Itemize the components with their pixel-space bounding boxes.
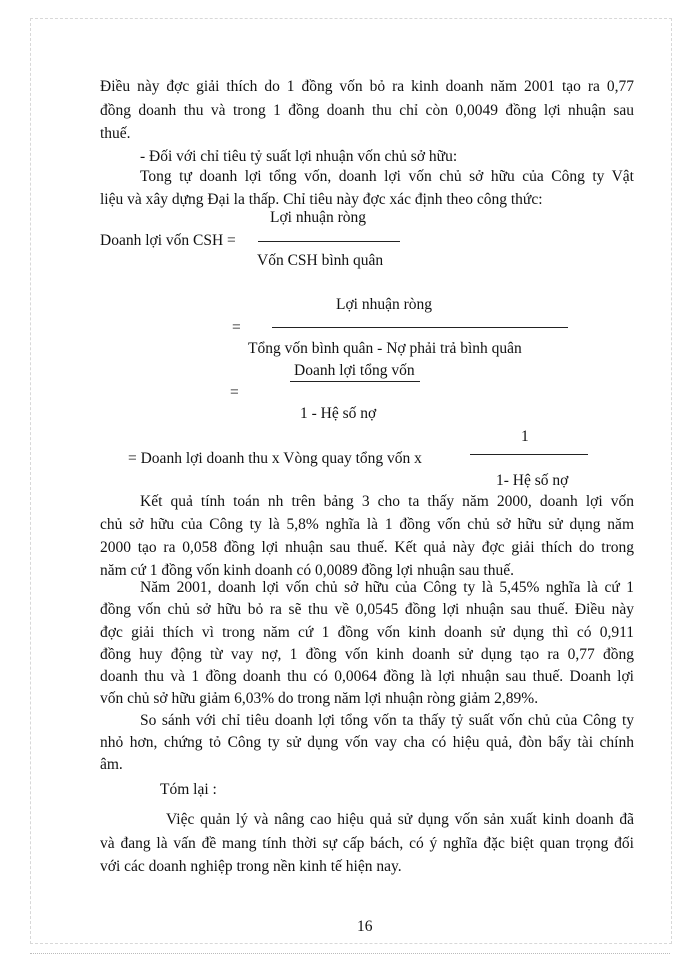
para4-line3: 2000 tạo ra 0,058 đồng lợi nhuận sau thuế. Kết quả này đợc giải thích do trong bbox=[100, 539, 634, 556]
formula1-denominator: Vốn CSH bình quân bbox=[257, 252, 384, 269]
para5-line2: đồng vốn chủ sở hữu bỏ ra sẽ thu về 0,0545 đồng lợi nhuận sau thuế. Điều này bbox=[100, 601, 634, 618]
para7-line1: Việc quản lý và nâng cao hiệu quả sử dụng vốn sản xuất kinh doanh đã bbox=[166, 811, 634, 828]
formula3-denominator: 1 - Hệ số nợ bbox=[300, 405, 377, 422]
para5-line5: doanh thu và 1 đồng doanh thu có 0,0064 đồng là lợi nhuận sau thuế. Doanh lợi bbox=[100, 668, 634, 685]
para6-line3: âm. bbox=[100, 756, 123, 773]
summary-title: Tóm lại : bbox=[160, 781, 217, 798]
formula4-denominator: 1- Hệ số nợ bbox=[496, 472, 569, 489]
formula3-numerator: Doanh lợi tổng vốn bbox=[294, 362, 415, 379]
formula1-lhs: Doanh lợi vốn CSH = bbox=[100, 232, 236, 249]
formula1-numerator: Lợi nhuận ròng bbox=[270, 209, 367, 226]
para6-line1: So sánh với chỉ tiêu doanh lợi tổng vốn ta thấy tỷ suất vốn chủ của Công ty bbox=[140, 712, 634, 729]
para6-line2: nhỏ hơn, chứng tỏ Công ty sử dụng vốn vay cha có hiệu quả, đòn bẩy tài chính bbox=[100, 734, 634, 751]
para5-line1: Năm 2001, doanh lợi vốn chủ sở hữu của Công ty là 5,45% nghĩa là cứ 1 bbox=[140, 579, 634, 596]
para2-line: - Đối với chỉ tiêu tỷ suất lợi nhuận vốn chủ sở hữu: bbox=[140, 148, 458, 165]
para1-line3: thuế. bbox=[100, 125, 131, 142]
page-number: 16 bbox=[357, 918, 373, 935]
formula2-denominator: Tổng vốn bình quân - Nợ phải trả bình quân bbox=[248, 340, 522, 357]
formula4-fraction-bar bbox=[470, 454, 588, 455]
para3-line2: liệu và xây dựng Đại la thấp. Chỉ tiêu này đợc xác định theo công thức: bbox=[100, 191, 543, 208]
para5-line6: vốn chủ sở hữu giảm 6,03% do trong năm lợi nhuận ròng giảm 2,89%. bbox=[100, 690, 539, 707]
para1-line2: đồng doanh thu và trong 1 đồng doanh thu chỉ còn 0,0049 đồng lợi nhuận sau bbox=[100, 102, 634, 119]
para5-line3: đợc giải thích vì trong năm cứ 1 đồng vốn kinh doanh sử dụng thì có 0,911 bbox=[100, 624, 634, 641]
para1-line1: Điều này đợc giải thích do 1 đồng vốn bỏ ra kinh doanh năm 2001 tạo ra 0,77 bbox=[100, 78, 634, 95]
para4-line4: năm cứ 1 đồng vốn kinh doanh có 0,0089 đồng lợi nhuận sau thuế. bbox=[100, 562, 514, 579]
para4-line1: Kết quả tính toán nh trên bảng 3 cho ta thấy năm 2000, doanh lợi vốn bbox=[140, 493, 634, 510]
formula2-numerator: Lợi nhuận ròng bbox=[336, 296, 433, 313]
formula3-fraction-bar bbox=[290, 381, 420, 382]
formula2-fraction-bar bbox=[272, 327, 568, 328]
formula1-fraction-bar bbox=[258, 241, 400, 242]
para4-line2: chủ sở hữu của Công ty là 5,8% nghĩa là 1 đồng vốn chủ sở hữu sử dụng năm bbox=[100, 516, 634, 533]
formula2-equals: = bbox=[232, 319, 241, 336]
formula4-numerator: 1 bbox=[521, 428, 529, 445]
para7-line3: với các doanh nghiệp trong nền kinh tế hiện nay. bbox=[100, 858, 402, 875]
para3-line1: Tong tự doanh lợi tổng vốn, doanh lợi vốn chủ sở hữu của Công ty Vật bbox=[140, 168, 634, 185]
para7-line2: và đang là vấn đề mang tính thời sự cấp bách, có ý nghĩa đặc biệt quan trọng đối bbox=[100, 835, 634, 852]
formula4-lhs: = Doanh lợi doanh thu x Vòng quay tổng vốn x bbox=[128, 450, 422, 467]
formula3-equals: = bbox=[230, 384, 239, 401]
para5-line4: đồng huy động từ vay nợ, 1 đồng vốn kinh doanh sử dụng tạo ra 0,77 đồng bbox=[100, 646, 634, 663]
page-bottom-edge bbox=[30, 953, 670, 954]
